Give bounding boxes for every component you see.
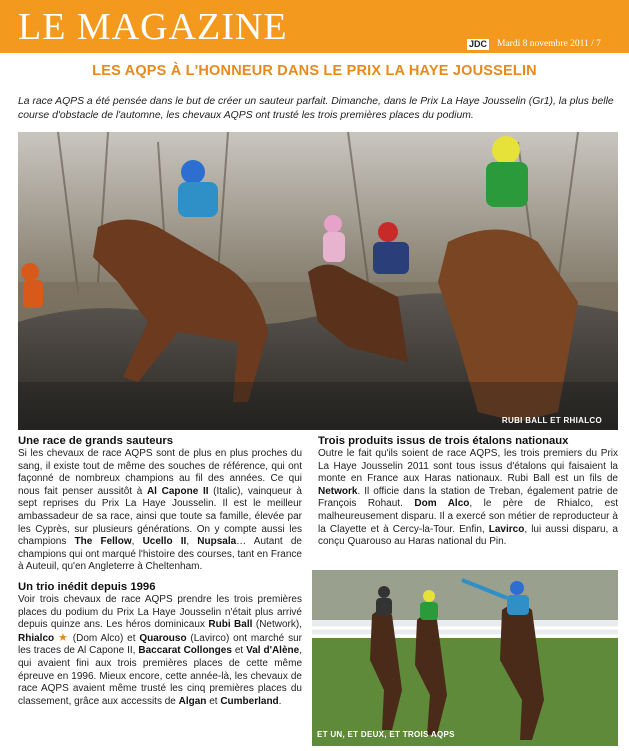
horse-name: Baccarat Collonges <box>138 645 232 657</box>
magazine-header <box>0 0 629 53</box>
dateline: Mardi 8 novembre 2011 / 7 <box>497 39 601 49</box>
race-photo-image <box>18 132 618 430</box>
section1-heading: Une race de grands sauteurs <box>18 435 174 447</box>
horse-name: Ucello II <box>142 536 187 548</box>
stallion-name: Lavirco <box>488 523 525 535</box>
horse-name: Rubi Ball <box>208 619 253 631</box>
jdc-logo: JDC <box>469 39 488 49</box>
horse-name: Algan <box>178 695 207 707</box>
stallion-name: Network <box>318 485 358 497</box>
finish-photo-caption: ET UN, ET DEUX, ET TROIS AQPS <box>317 730 455 739</box>
article-headline: LES AQPS À L'HONNEUR DANS LE PRIX LA HAYE JOUSSELIN <box>92 63 537 79</box>
finish-photo-image <box>312 570 618 746</box>
article-lead: La race AQPS a été pensée dans le but de créer un sauteur parfait. Dimanche, dans le Prix La Haye Jousselin (Gr1), la plus belle course d'obstacle de l'automne, les chevaux AQPS ont trusté les trois premières places du podium. <box>18 96 614 121</box>
horse-name: Quarouso <box>139 632 187 644</box>
section-title: LE MAGAZINE <box>18 6 288 48</box>
section2-heading: Un trio inédit depuis 1996 <box>18 580 156 593</box>
right-column <box>318 434 618 549</box>
star-icon: ★ <box>57 631 69 644</box>
main-photo-caption: RUBI BALL ET RHIALCO <box>501 416 602 425</box>
section3-heading: Trois produits issus de trois étalons nationaux <box>318 435 569 447</box>
horse-name: Cumberland <box>220 695 279 707</box>
section2-body: Voir trois chevaux de race AQPS prendre les trois premières places du podium du Prix La Haye Jousselin n'était plus arrivé depuis quinze ans. Les héros dominicaux Rubi Ball (Network), Rhialco ★ (Dom Alco) et Quarouso (Lavirco) ont marché sur les traces de Al Capone II, Baccarat Collonges et Val d'Alène, qui avaient fini aux trois premières places de cette même épreuve en 1996. Mieux encore, cette année-là, les chevaux de race AQPS avaient même trusté les cinq premières places du classement, grâce aux accessits de Algan et Cumberland. <box>18 593 302 707</box>
stallion-name: Dom Alco <box>414 498 470 510</box>
finish-photo <box>312 570 618 746</box>
section1-body: Si les chevaux de race AQPS sont de plus en plus proches du sang, il existe tout de même des souches de référence, qui ont façonné de nombreux champions au fil des années. Ce qui nous fait penser aussitôt à Al Capone II (Italic), vainqueur à sept reprises du Prix La Haye Jousselin. Il est le meilleur ambassadeur de sa race, ainsi que toute sa famille, élevée par les Cyprès, sur plusieurs générations. On y compte aussi les champions The Fellow, Ucello II, Nupsala… Autant de champions qui ont marqué l'histoire des courses, tant en France à Auteuil, qu'en Angleterre à Cheltenham. <box>18 448 302 573</box>
horse-name: The Fellow <box>74 536 132 548</box>
left-column <box>18 434 302 708</box>
horse-name: Val d'Alène <box>246 645 300 657</box>
main-photo <box>18 132 618 430</box>
horse-name: Nupsala <box>197 536 237 548</box>
section3-body: Outre le fait qu'ils soient de race AQPS, les trois premiers du Prix La Haye Jousselin 2011 sont tous issus d'étalons qui faisaient la monte en France aux Haras nationaux. Rubi Ball est un fils de Network. Il officie dans la station de Treban, également patrie de François Rohaut. Dom Alco, le père de Rhialco, est malheureusement disparu. Il a exercé son métier de reproducteur à la Clayette et à Cercy-la-Tour. Enfin, Lavirco, lui aussi disparu, a conçu Quarouso au Haras national du Pin. <box>318 448 618 548</box>
horse-name: Al Capone II <box>146 485 209 497</box>
horse-name: Rhialco <box>18 632 55 644</box>
